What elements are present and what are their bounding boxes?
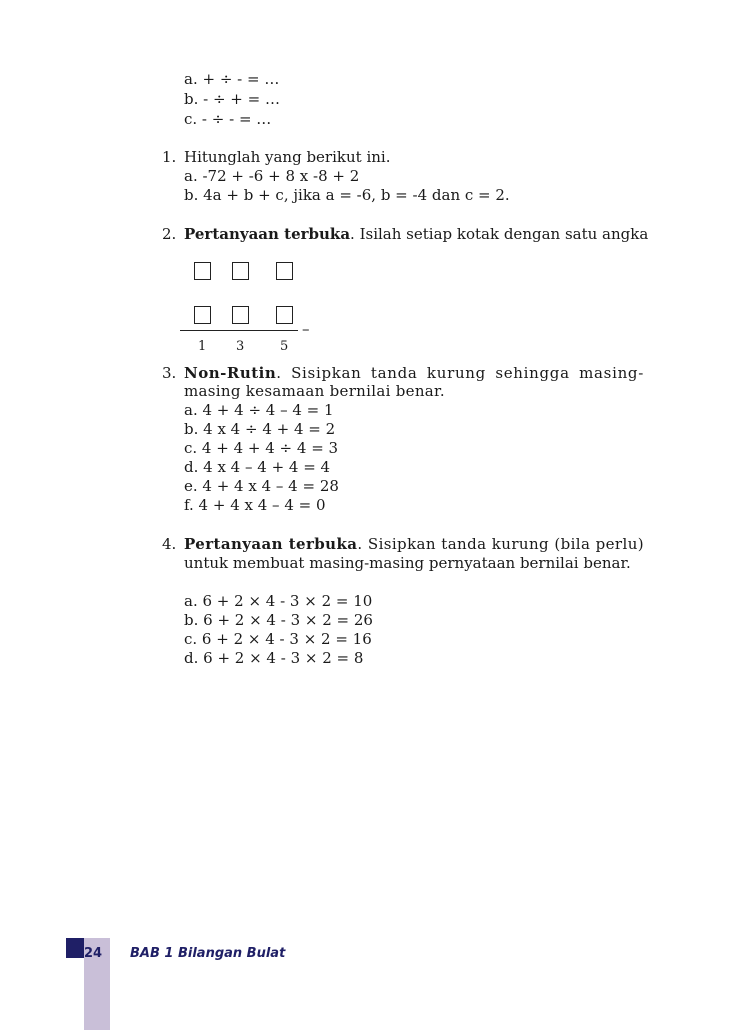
q1-item-a: a. -72 + -6 + 8 x -8 + 2: [184, 167, 360, 185]
answer-box[interactable]: [276, 262, 293, 280]
q1-item-b: b. 4a + b + c, jika a = -6, b = -4 dan c = 2.: [184, 186, 510, 204]
q1-text: Hitunglah yang berikut ini.: [184, 148, 391, 166]
q3-item-d: d. 4 x 4 – 4 + 4 = 4: [184, 458, 331, 476]
answer-box[interactable]: [194, 306, 211, 324]
q2-bold-label: Pertanyaan terbuka: [184, 225, 351, 243]
result-digit: 3: [236, 339, 245, 354]
subtraction-rule: [180, 330, 298, 331]
q4-bold-label: Pertanyaan terbuka: [184, 535, 358, 553]
top-list-item-b: b. - ÷ + = …: [184, 90, 280, 108]
minus-sign: –: [302, 320, 310, 338]
q4-line-2: untuk membuat masing-masing pernyataan bernilai benar.: [184, 554, 631, 572]
q3-item-e: e. 4 + 4 x 4 – 4 = 28: [184, 477, 339, 495]
q3-item-a: a. 4 + 4 ÷ 4 – 4 = 1: [184, 401, 334, 419]
answer-box[interactable]: [194, 262, 211, 280]
answer-box[interactable]: [232, 262, 249, 280]
result-digit: 5: [280, 339, 289, 354]
q3-item-f: f. 4 + 4 x 4 – 4 = 0: [184, 496, 326, 514]
q3-bold-label: Non-Rutin: [184, 364, 277, 382]
q4-item-b: b. 6 + 2 × 4 - 3 × 2 = 26: [184, 611, 373, 629]
top-list-item-a: a. + ÷ - = …: [184, 70, 280, 88]
q4-instruction: . Sisipkan tanda kurung (bila perlu): [357, 535, 645, 553]
q3-item-b: b. 4 x 4 ÷ 4 + 4 = 2: [184, 420, 336, 438]
q3-item-c: c. 4 + 4 + 4 ÷ 4 = 3: [184, 439, 339, 457]
q4-item-c: c. 6 + 2 × 4 - 3 × 2 = 16: [184, 630, 372, 648]
q3-instruction: . Sisipkan tanda kurung sehingga masing-: [276, 364, 644, 382]
q1-number: 1.: [162, 148, 177, 166]
q2-instruction: . Isilah setiap kotak dengan satu angka: [350, 225, 649, 243]
q3-number: 3.: [162, 364, 177, 382]
q3-line-2: masing kesamaan bernilai benar.: [184, 382, 445, 400]
footer-accent-square: [66, 938, 84, 958]
q3-line-1: [184, 364, 644, 382]
q4-number: 4.: [162, 535, 177, 553]
q2-number: 2.: [162, 225, 177, 243]
page-number: 24: [84, 946, 103, 961]
q4-line-1: [184, 535, 644, 553]
top-list-item-c: c. - ÷ - = …: [184, 110, 272, 128]
q2-text: [184, 225, 648, 243]
chapter-title: BAB 1 Bilangan Bulat: [130, 946, 286, 961]
q4-item-d: d. 6 + 2 × 4 - 3 × 2 = 8: [184, 649, 364, 667]
result-digit: 1: [198, 339, 207, 354]
answer-box[interactable]: [232, 306, 249, 324]
q4-item-a: a. 6 + 2 × 4 - 3 × 2 = 10: [184, 592, 373, 610]
answer-box[interactable]: [276, 306, 293, 324]
